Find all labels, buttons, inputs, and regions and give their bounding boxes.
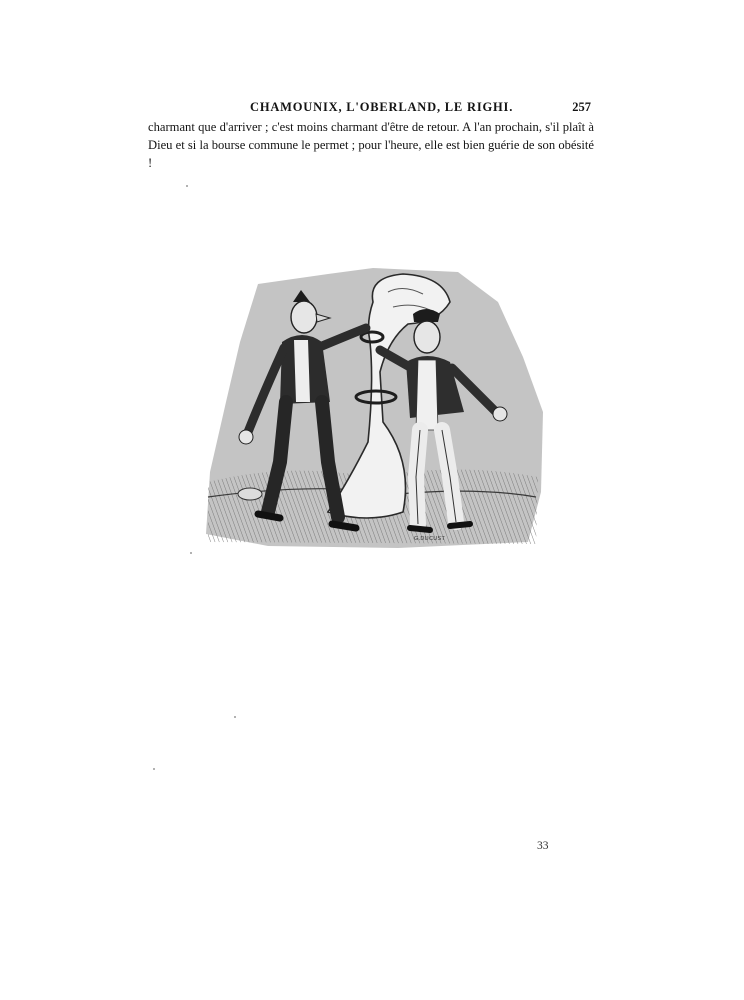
paper-speck [234, 716, 236, 718]
page-number: 257 [572, 100, 591, 114]
running-title: CHAMOUNIX, L'OBERLAND, LE RIGHI. [250, 100, 514, 114]
paper-speck [186, 185, 188, 187]
artist-signature: G.DUCUST [414, 536, 446, 542]
running-head [148, 100, 594, 118]
signature-mark: 33 [537, 840, 549, 852]
paper-speck [153, 768, 155, 770]
engraving-drawing [198, 262, 548, 552]
engraving-illustration [198, 262, 548, 552]
body-paragraph: charmant que d'arriver ; c'est moins charmant d'être de retour. A l'an prochain, s'il plaît à Dieu et si la bourse commune le permet ; pour l'heure, elle est bien guérie de son obésité ! [148, 120, 594, 170]
paper-speck [190, 552, 192, 554]
